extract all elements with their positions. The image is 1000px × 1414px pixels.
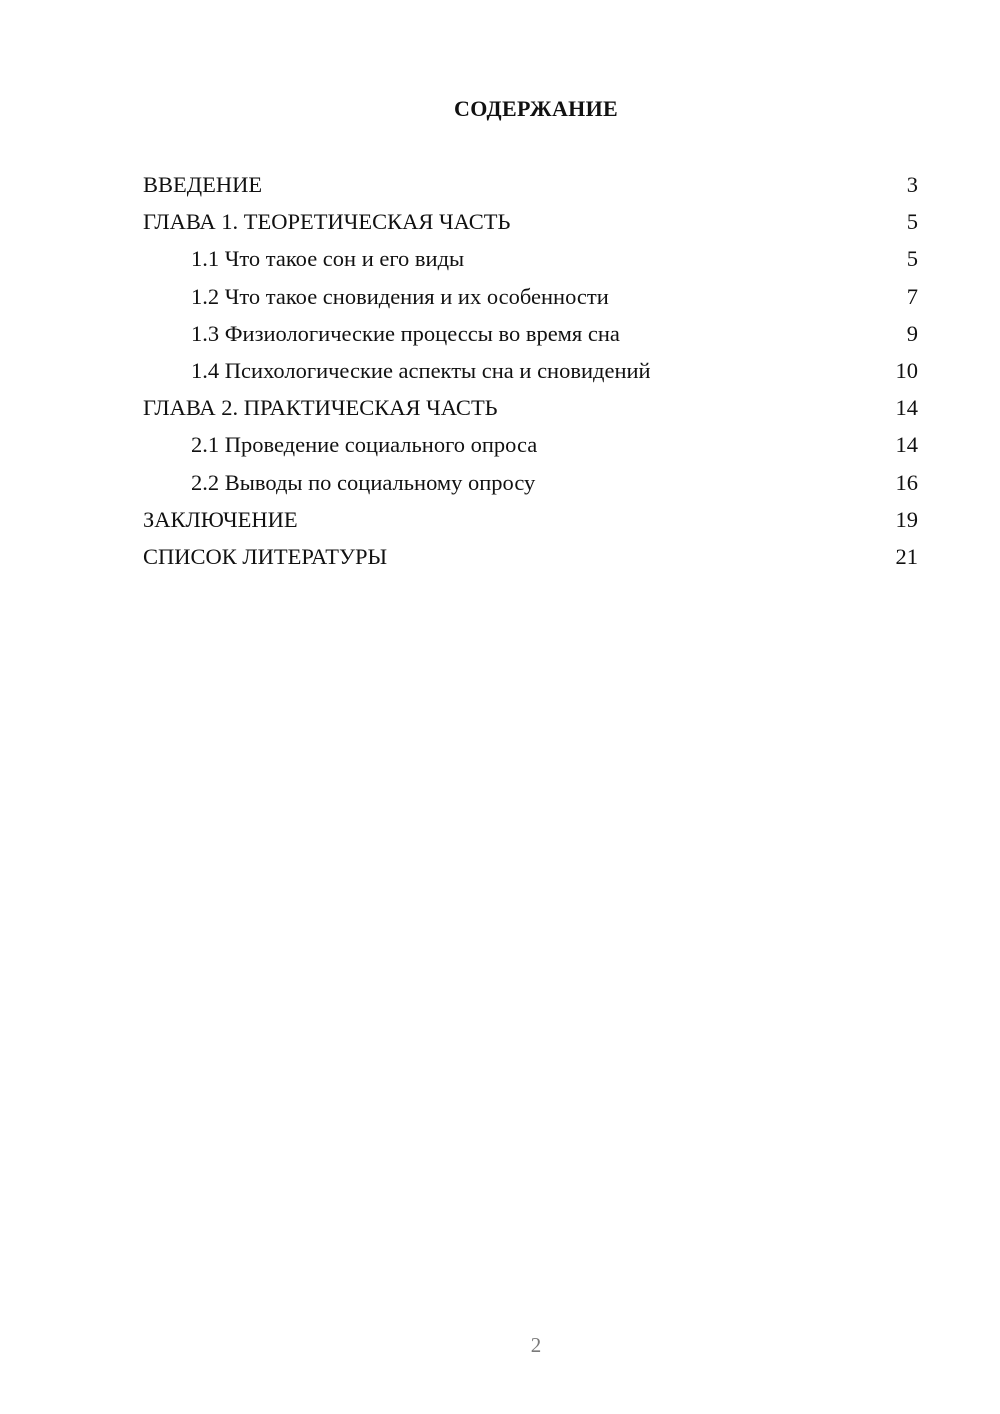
toc-entry-page: 10 [895,357,918,383]
toc-entry-references[interactable] [143,541,918,578]
toc-entry-label: ГЛАВА 1. ТЕОРЕТИЧЕСКАЯ ЧАСТЬ [143,209,511,235]
toc-entry-page: 14 [895,395,918,421]
toc-entry-page: 16 [895,469,918,495]
toc-entry-page: 5 [906,246,918,272]
toc-entry-label: СПИСОК ЛИТЕРАТУРЫ [143,543,388,569]
toc-entry-label: 1.3 Физиологические процессы во время сна [191,320,620,346]
toc-entry-page: 14 [895,432,918,458]
toc-entry-section-2-2[interactable] [143,467,918,504]
toc-entry-label: 1.4 Психологические аспекты сна и сновидений [191,357,651,383]
table-of-contents [143,169,918,578]
toc-entry-section-1-3[interactable] [143,318,918,355]
page-number: 2 [530,1333,542,1357]
toc-entry-section-1-2[interactable] [143,281,918,318]
toc-entry-label: 1.1 Что такое сон и его виды [191,246,465,272]
toc-entry-section-1-4[interactable] [143,355,918,392]
toc-entry-label: ЗАКЛЮЧЕНИЕ [143,506,298,532]
toc-entry-introduction[interactable] [143,169,918,206]
toc-entry-page: 21 [895,543,918,569]
toc-entry-page: 3 [906,172,918,197]
toc-entry-label: 2.2 Выводы по социальному опросу [191,469,536,495]
toc-entry-conclusion[interactable] [143,504,918,541]
toc-entry-chapter-2[interactable] [143,392,918,429]
toc-entry-label: 2.1 Проведение социального опроса [191,432,538,458]
toc-entry-page: 19 [895,506,918,532]
toc-entry-label: 1.2 Что такое сновидения и их особенности [191,283,609,309]
toc-entry-section-1-1[interactable] [143,243,918,280]
toc-entry-page: 9 [906,320,918,346]
toc-entry-chapter-1[interactable] [143,206,918,243]
toc-entry-section-2-1[interactable] [143,429,918,466]
toc-entry-label: ГЛАВА 2. ПРАКТИЧЕСКАЯ ЧАСТЬ [143,395,498,421]
page-title: СОДЕРЖАНИЕ [454,96,618,121]
toc-entry-page: 7 [906,283,918,309]
toc-entry-page: 5 [906,209,918,235]
toc-entry-label: ВВЕДЕНИЕ [143,172,263,197]
